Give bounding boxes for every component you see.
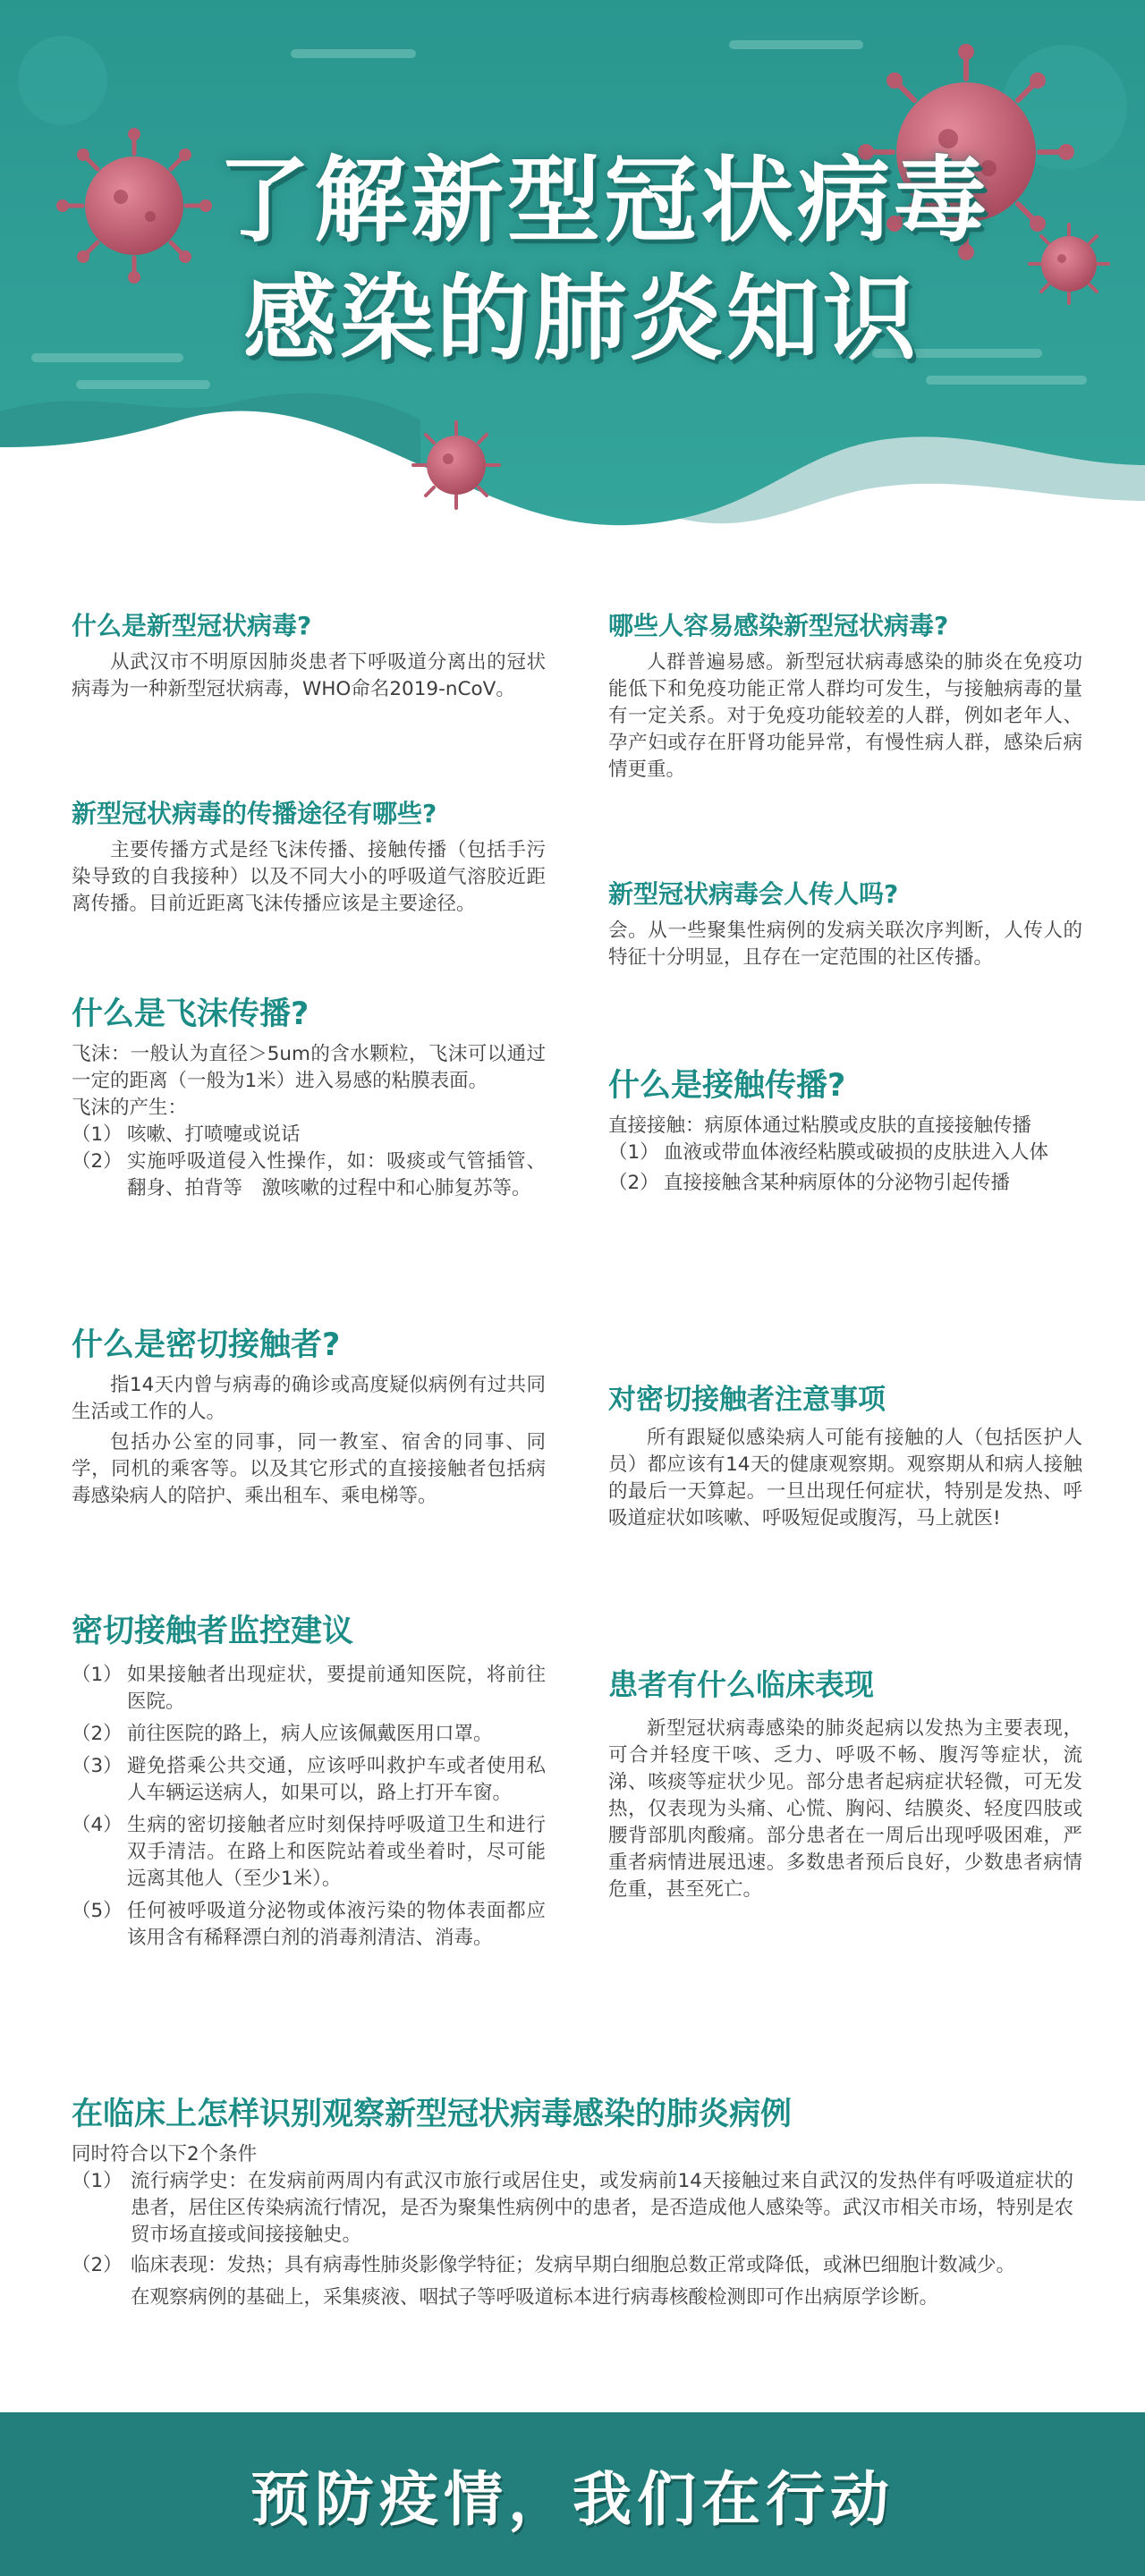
footer-slogan: 预防疫情，我们在行动	[250, 2465, 895, 2534]
list-text: 实施呼吸道侵入性操作，如：吸痰或气管插管、翻身、拍背等 激咳嗽的过程中和心肺复苏等。	[127, 1150, 546, 1199]
list-text: 流行病学史：在发病前两周内有武汉市旅行或居住史，或发病前14天接触过来自武汉的发热伴有呼吸道症状的患者，居住区传染病流行情况，是否为聚集性病例中的患者，是否造成他人感染等。武汉市相关市场，特别是农贸市场直接或间接接触史。	[131, 2170, 1073, 2246]
section-droplet-transmission	[72, 993, 546, 1202]
diagnosis-note: 在观察病例的基础上，采集痰液、咽拭子等呼吸道标本进行病毒核酸检测即可作出病原学诊断。	[131, 2286, 939, 2309]
section-close-contact-notes	[608, 1382, 1082, 1532]
section-heading: 密切接触者监控建议	[72, 1614, 354, 1649]
section-heading: 什么是飞沫传播?	[72, 996, 310, 1032]
list-item	[608, 1140, 1082, 1166]
virus-icon	[413, 422, 499, 508]
section-heading: 在临床上怎样识别观察新型冠状病毒感染的肺炎病例	[72, 2097, 793, 2132]
list-item	[72, 2168, 1073, 2249]
section-heading: 什么是新型冠状病毒?	[72, 611, 312, 640]
section-human-to-human	[608, 877, 1082, 971]
list-number: （1）	[608, 1141, 659, 1164]
section-text: 人群普遍易感。新型冠状病毒感染的肺炎在免疫功能低下和免疫功能正常人群均可发生，与接触病毒的量有一定关系。对于免疫功能较差的人群，例如老年人、孕产妇或存在肝肾功能异常，有慢性病人群，感染后病情更重。	[608, 651, 1082, 781]
poster-title-line-2: 感染的肺炎知识	[242, 264, 920, 373]
list-text: 血液或带血体液经粘膜或破损的皮肤进入人体	[664, 1141, 1049, 1164]
list-number: （4）	[72, 1814, 123, 1836]
list-text: 临床表现：发热；具有病毒性肺炎影像学特征；发病早期白细胞总数正常或降低，或淋巴细胞计数减少。	[131, 2254, 1016, 2276]
section-text: 包括办公室的同事，同一教室、宿舍的同事、同学，同机的乘客等。以及其它形式的直接接触者包括病毒感染病人的陪护、乘出租车、乘电梯等。	[72, 1431, 546, 1507]
list-item	[72, 1148, 546, 1202]
section-heading: 哪些人容易感染新型冠状病毒?	[608, 611, 949, 640]
poster-title-line-1: 了解新型冠状病毒	[216, 146, 990, 255]
list-number: （1）	[72, 1123, 123, 1146]
section-susceptible-groups	[608, 608, 1082, 784]
section-text: 直接接触：病原体通过粘膜或皮肤的直接接触传播	[608, 1114, 1032, 1137]
section-clinical-features	[608, 1664, 1082, 1903]
list-text: 直接接触含某种病原体的分泌物引起传播	[664, 1172, 1011, 1194]
section-text: 从武汉市不明原因肺炎患者下呼吸道分离出的冠状病毒为一种新型冠状病毒，WHO命名2019-nCoV。	[72, 651, 546, 700]
section-what-is-virus	[72, 608, 546, 703]
section-transmission-routes	[72, 796, 546, 918]
list-item	[72, 1753, 546, 1807]
list-number: （3）	[72, 1755, 123, 1777]
list-number: （2）	[72, 1150, 123, 1173]
section-heading: 患者有什么临床表现	[608, 1667, 874, 1702]
footer-banner	[0, 2412, 1145, 2576]
list-number: （2）	[72, 2254, 123, 2276]
section-text: 飞沫：一般认为直径＞5um的含水颗粒，飞沫可以通过一定的距离（一般为1米）进入易感的粘膜表面。	[72, 1043, 546, 1092]
list-number: （2）	[72, 1723, 123, 1745]
list-item	[72, 1812, 546, 1893]
list-text: 前往医院的路上，病人应该佩戴医用口罩。	[127, 1723, 493, 1745]
list-text: 生病的密切接触者应时刻保持呼吸道卫生和进行双手清洁。在路上和医院站着或坐着时，尽可能远离其他人（至少1米）。	[127, 1814, 546, 1890]
section-text: 所有跟疑似感染病人可能有接触的人（包括医护人员）都应该有14天的健康观察期。观察期从和病人接触的最后一天算起。一旦出现任何症状，特别是发热、呼吸道症状如咳嗽、呼吸短促或腹泻，马上就医!	[608, 1427, 1082, 1530]
list-item	[72, 1721, 546, 1748]
list-number: （2）	[608, 1172, 659, 1194]
list-item	[72, 2252, 1073, 2279]
list-item	[72, 1898, 546, 1952]
list-text: 避免搭乘公共交通，应该呼叫救护车或者使用私人车辆运送病人，如果可以，路上打开车窗。	[127, 1755, 546, 1804]
list-number: （1）	[72, 1664, 123, 1686]
section-text: 新型冠状病毒感染的肺炎起病以发热为主要表现，可合并轻度干咳、乏力、呼吸不畅、腹泻等症状，流涕、咳痰等症状少见。部分患者起病症状轻微，可无发热，仅表现为头痛、心慌、胸闷、结膜炎、轻度四肢或腰背部肌肉酸痛。部分患者在一周后出现呼吸困难，严重者病情进展迅速。多数患者预后良好，少数患者病情危重，甚至死亡。	[608, 1717, 1082, 1901]
list-number: （5）	[72, 1900, 123, 1922]
list-text: 如果接触者出现症状，要提前通知医院，将前往医院。	[127, 1664, 546, 1713]
section-clinical-identification	[72, 2093, 1073, 2311]
section-close-contact	[72, 1324, 546, 1510]
section-heading: 什么是密切接触者?	[72, 1327, 341, 1363]
section-heading: 新型冠状病毒会人传人吗?	[608, 879, 899, 909]
list-item	[608, 1170, 1082, 1197]
section-heading: 什么是接触传播?	[608, 1068, 846, 1104]
header-banner	[0, 0, 1145, 581]
section-monitoring-advice	[72, 1610, 546, 1952]
list-item	[72, 1122, 546, 1148]
section-heading: 新型冠状病毒的传播途径有哪些?	[72, 799, 437, 828]
list-text: 咳嗽、打喷嚏或说话	[127, 1123, 301, 1146]
section-text: 指14天内曾与病毒的确诊或高度疑似病例有过共同生活或工作的人。	[72, 1374, 546, 1423]
section-subheading: 飞沫的产生：	[72, 1097, 188, 1119]
section-text: 会。从一些聚集性病例的发病关联次序判断，人传人的特征十分明显，且存在一定范围的社区传播。	[608, 919, 1082, 969]
list-number: （1）	[72, 2170, 123, 2192]
section-subheading: 同时符合以下2个条件	[72, 2143, 258, 2165]
list-item	[72, 1662, 546, 1716]
section-contact-transmission	[608, 1064, 1082, 1197]
section-heading: 对密切接触者注意事项	[608, 1384, 886, 1416]
section-text: 主要传播方式是经飞沫传播、接触传播（包括手污染导致的自我接种）以及不同大小的呼吸道气溶胶近距离传播。目前近距离飞沫传播应该是主要途径。	[72, 839, 546, 915]
list-text: 任何被呼吸道分泌物或体液污染的物体表面都应该用含有稀释漂白剂的消毒剂清洁、消毒。	[127, 1900, 546, 1949]
